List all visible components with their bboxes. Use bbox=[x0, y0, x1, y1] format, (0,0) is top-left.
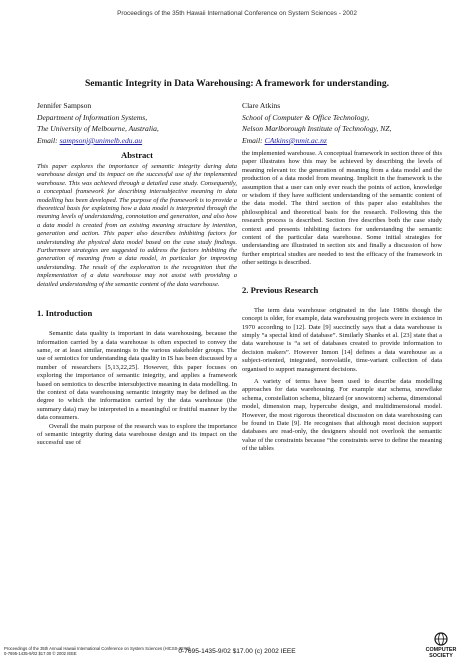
previous-research-heading: 2. Previous Research bbox=[242, 284, 319, 295]
logo-text: SOCIETY bbox=[429, 653, 453, 659]
proceedings-footer bbox=[4, 646, 244, 656]
author-name: Jennifer Sampson bbox=[37, 101, 92, 110]
abstract-heading: Abstract bbox=[121, 150, 153, 160]
previous-research-paragraph: A variety of terms have been used to describe data modelling approaches for data warehousing. For example star schema, snowflake schema, constellation schema, blizzard (or snowstorm) schema, dimensional model, dimension map, hypercube design, and multidimensional model. However, the most rigorous theoretical discussion on data warehousing can be found in Date [9]. He recognises that although most decision support databases are read-only, the designers should not overlook the semantic value of the constraints because “the constraints serve to define the meaning of the tables bbox=[242, 377, 442, 453]
proceedings-line: 0-7695-1435-9/02 $17.00 © 2002 IEEE bbox=[4, 651, 77, 657]
previous-research-paragraph: The term data warehouse originated in the late 1980s though the concept is older, for example, data warehousing projects were in existence in 1970 according to [12]. Date [9] succinctly says that a data warehouse is simply “a special kind of database”. Similarly Shanks et al. [23] state that a data warehouse is “a set of databases created to provide information to decision makers”. However Inmon [14] defines a data warehouse as a subject-oriented, integrated, nonvolatile, time-variant collection of data organised to support management decisions. bbox=[242, 306, 442, 373]
author-affiliation: Nelson Marlborough Institute of Technology, NZ, bbox=[242, 124, 392, 134]
abstract-body: This paper explores the importance of semantic integrity during data warehouse design and its impact on the successful use of the implemented warehouse. This was achieved through a detailed case study. Consequently, a conceptual framework for describing intersubjective meaning in data modelling has been developed. The purpose of the framework is to provide a theoretical basis for explaining how a data model is interpreted through the meaning levels of understanding, connotation and generation, and also how a data model is created from an existing meaning structure by intention, generation and action. This paper also describes inhibiting factors for understanding the physical data model based on the case study findings. Furthermore strategies are suggested to address the factors inhibiting the generation of meaning from a data model, in particular for improving understanding. The result of the exploration is the recognition that the implementation of a data warehouse may not assist with providing a detailed understanding of the semantic content of the data warehouse. bbox=[37, 163, 237, 288]
body-paragraph: the implemented warehouse. A conceptual framework in section three of this paper illustrates how this may be achieved by describing the levels of meaning relevant to: the generation of meaning from a data model and the production of a data model from meaning. Implicit in the framework is the assumption that a user can only ever reach the points of action, knowledge or wisdom if they have sufficient understanding of the semantic content of the data model. The third section of this paper also establishes the philosophical and theoretical basis for the research. Following this the research process is described. Section five describes both the case study context and presents inhibiting factors for understanding the semantic content of the particular data warehouse. Some initial strategies for understanding are illustrated in section six and finally a discussion of how further empirical studies are needed to test the efficacy of the framework in other settings is described. bbox=[242, 150, 442, 267]
left-column bbox=[37, 150, 237, 448]
author-email-link[interactable]: sampsonj@unimelb.edu.au bbox=[59, 135, 143, 145]
email-label: Email: bbox=[242, 135, 265, 145]
computer-society-logo bbox=[418, 632, 464, 666]
introduction-heading: 1. Introduction bbox=[37, 308, 93, 319]
introduction-paragraph: Semantic data quality is important in data warehousing, because the information carried by a data warehouse is often expected to convey the same, or at least similar, meanings to the various stakeholder groups. The use of semiotics for understanding data quality in IS has been discussed by a number of researchers [5,13,22,25]. However, this paper focuses on exploring the importance of semantic integrity, and applies a framework based on semiotics to describe intersubjective meaning in data modelling. In the context of data warehousing semantic integrity may be defined as the degree to which the information carried by the data warehouse (the summary data) may be interpreted in a meaningful or fruitful manner by the data consumers. bbox=[37, 330, 237, 422]
right-column bbox=[242, 150, 442, 454]
author-email-line bbox=[242, 135, 391, 147]
logo-text: COMPUTER bbox=[425, 647, 457, 653]
paper-title: Semantic Integrity in Data Warehousing: A framework for understanding. bbox=[84, 78, 390, 89]
author-name: Clare Atkins bbox=[242, 101, 281, 110]
copyright-footer: 0-7695-1435-9/02 $17.00 (c) 2002 IEEE bbox=[178, 648, 296, 655]
introduction-paragraph: Overall the main purpose of the research was to explore the importance of semantic integrity during data warehouse design and its impact on the successful use of bbox=[37, 422, 237, 447]
author-affiliation: School of Computer & Office Technology, bbox=[242, 112, 370, 122]
author-email-line bbox=[37, 135, 159, 147]
author-affiliation: The University of Melbourne, Australia, bbox=[37, 124, 159, 134]
proceedings-line: Proceedings of the 35th Annual Hawaii International Conference on System Sciences (HICSS-35’02) bbox=[4, 646, 191, 651]
email-label: Email: bbox=[37, 135, 60, 145]
author-block-2 bbox=[242, 100, 391, 146]
running-header: Proceedings of the 35th Hawaii International Conference on System Sciences - 2002 bbox=[117, 10, 357, 17]
author-block-1 bbox=[37, 100, 159, 146]
society-emblem-icon bbox=[418, 632, 464, 646]
author-affiliation: Department of Information Systems, bbox=[37, 112, 148, 122]
author-email-link[interactable]: CAtkins@nmit.ac.nz bbox=[264, 135, 327, 145]
